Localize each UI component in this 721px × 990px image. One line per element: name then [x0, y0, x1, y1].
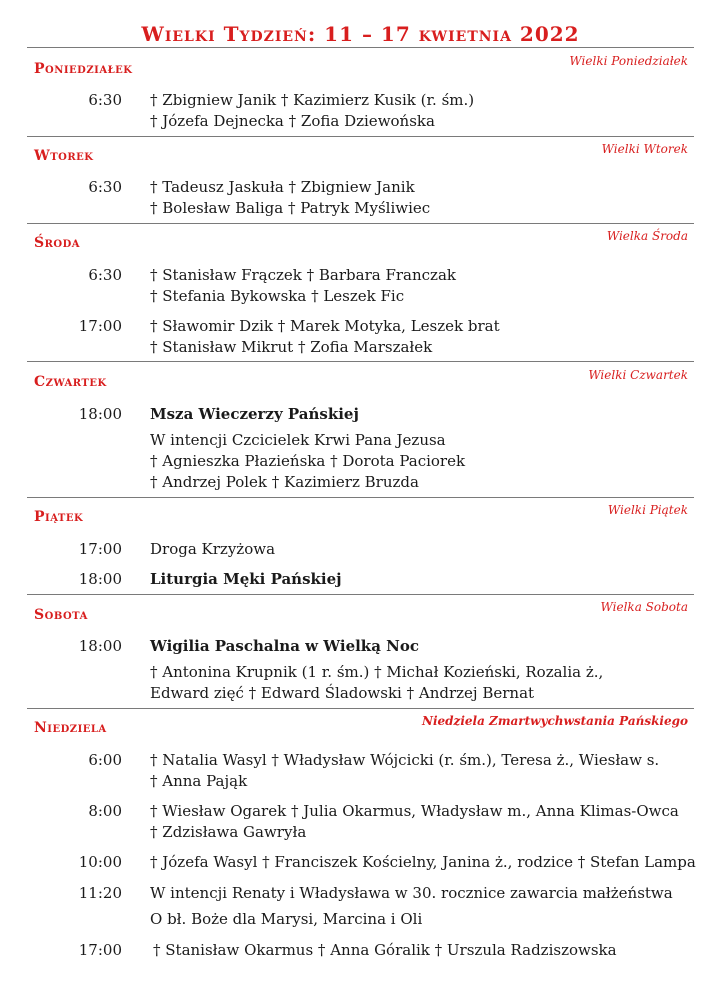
mass-time: 18:00 [78, 570, 122, 588]
mass-time: 10:00 [78, 853, 122, 871]
mass-intention: † Sławomir Dzik † Marek Motyka, Leszek brat [150, 317, 500, 335]
mass-intention: † Agnieszka Płazieńska † Dorota Paciorek [150, 452, 466, 470]
mass-time: 8:00 [88, 802, 122, 820]
liturgical-day-czwartek: Wielki Czwartek [588, 368, 688, 382]
mass-intention: † Anna Pająk [150, 772, 248, 790]
mass-intention: † Józefa Dejnecka † Zofia Dziewońska [150, 112, 435, 130]
day-heading-sroda: Środa [34, 235, 81, 251]
mass-time: 6:30 [88, 178, 122, 196]
liturgical-day-sroda: Wielka Środa [606, 229, 688, 243]
mass-intention: † Józefa Wasyl † Franciszek Kościelny, Janina ż., rodzice † Stefan Lampa [150, 853, 696, 871]
mass-heading: Liturgia Męki Pańskiej [150, 570, 342, 588]
divider [27, 223, 694, 224]
mass-intention: Edward zięć † Edward Śladowski † Andrzej Bernat [150, 684, 535, 702]
page-title: Wielki Tydzień: 11 – 17 kwietnia 2022 [141, 22, 580, 46]
day-heading-niedziela: Niedziela [34, 720, 107, 736]
divider [27, 594, 694, 595]
mass-intention: † Natalia Wasyl † Władysław Wójcicki (r. śm.), Teresa ż., Wiesław s. [150, 751, 660, 769]
mass-heading: Wigilia Paschalna w Wielką Noc [150, 637, 419, 655]
mass-time: 6:30 [88, 266, 122, 284]
mass-time: 6:30 [88, 91, 122, 109]
mass-intention: † Bolesław Baliga † Patryk Myśliwiec [150, 199, 431, 217]
mass-intention: † Zdzisława Gawryła [150, 823, 307, 841]
mass-time: 17:00 [78, 540, 122, 558]
mass-intention: † Stanisław Okarmus † Anna Góralik † Urszula Radziszowska [153, 941, 617, 959]
mass-intention: W intencji Czcicielek Krwi Pana Jezusa [150, 431, 446, 449]
mass-intention: † Stanisław Mikrut † Zofia Marszałek [150, 338, 433, 356]
day-heading-piatek: Piątek [34, 509, 84, 525]
mass-intention: † Stanisław Frączek † Barbara Franczak [150, 266, 456, 284]
mass-intention: † Antonina Krupnik (1 r. śm.) † Michał Kozieński, Rozalia ż., [150, 663, 604, 681]
mass-time: 17:00 [78, 941, 122, 959]
divider [27, 497, 694, 498]
divider [27, 361, 694, 362]
mass-time: 18:00 [78, 637, 122, 655]
day-heading-sobota: Sobota [34, 607, 88, 623]
liturgical-day-wtorek: Wielki Wtorek [601, 142, 688, 156]
mass-time: 18:00 [78, 405, 122, 423]
divider [27, 708, 694, 709]
day-heading-czwartek: Czwartek [34, 374, 107, 390]
mass-time: 6:00 [88, 751, 122, 769]
mass-heading: Msza Wieczerzy Pańskiej [150, 405, 359, 423]
mass-intention: † Stefania Bykowska † Leszek Fic [150, 287, 405, 305]
mass-intention: † Andrzej Polek † Kazimierz Bruzda [150, 473, 419, 491]
day-heading-wtorek: Wtorek [34, 148, 94, 164]
divider [27, 136, 694, 137]
mass-time: 11:20 [78, 884, 122, 902]
liturgical-day-niedziela: Niedziela Zmartwychwstania Pańskiego [421, 714, 688, 728]
liturgical-day-piatek: Wielki Piątek [607, 503, 688, 517]
liturgical-day-sobota: Wielka Sobota [600, 600, 688, 614]
mass-intention: † Tadeusz Jaskuła † Zbigniew Janik [150, 178, 415, 196]
divider [27, 47, 694, 48]
mass-intention: W intencji Renaty i Władysława w 30. rocznice zawarcia małżeństwa [150, 884, 673, 902]
mass-intention: † Wiesław Ogarek † Julia Okarmus, Władysław m., Anna Klimas-Owca [150, 802, 679, 820]
day-heading-poniedzialek: Poniedziałek [34, 61, 133, 77]
service-name: Droga Krzyżowa [150, 540, 276, 558]
liturgical-day-poniedzialek: Wielki Poniedziałek [569, 54, 688, 68]
mass-intention: O bł. Boże dla Marysi, Marcina i Oli [150, 910, 423, 928]
mass-intention: † Zbigniew Janik † Kazimierz Kusik (r. śm.) [150, 91, 475, 109]
mass-time: 17:00 [78, 317, 122, 335]
